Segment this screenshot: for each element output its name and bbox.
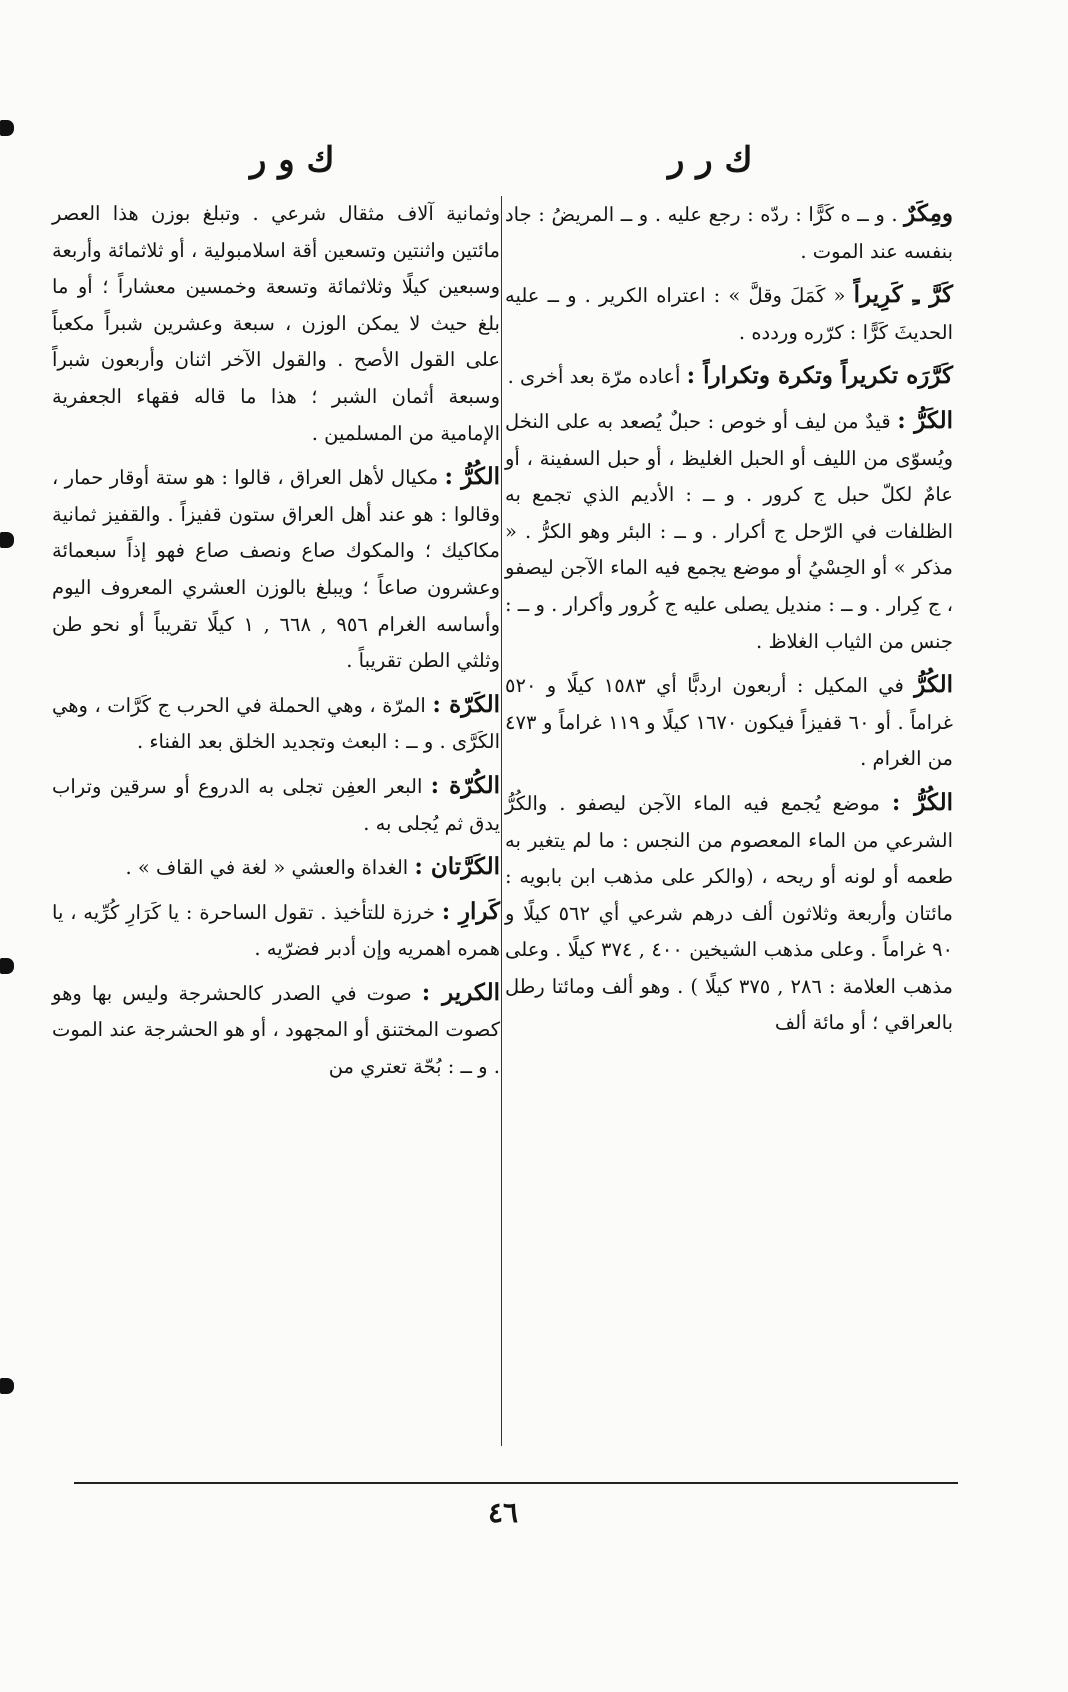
dictionary-entry	[52, 894, 500, 968]
entry-headword: الكُرُّ	[914, 671, 953, 699]
entry-headword: الكُرّة :	[430, 771, 500, 799]
entry-definition: في المكيل : أربعون اردبًّا أي ١٥٨٣ كيلًا و ٥٢٠ غراماً . أو ٦٠ قفيزاً فيكون ١٦٧٠ كيلًا و ١١٩ غراماً و ٤٧٣ من الغرام .	[505, 674, 953, 771]
entry-definition: المرّة ، وهي الحملة في الحرب ج كَرَّات ، وهي الكَرَّى . و ــ : البعث وتجديد الخلق بعد الفناء .	[52, 693, 500, 754]
entry-definition: وثمانية آلاف مثقال شرعي . وتبلغ بوزن هذا العصر مائتين واثنتين وتسعين أقة اسلامبولية ، أو ثلاثمائة وأربعة وسبعين كيلًا وثلاثمائة وتسعة وخمسين معشاراً ؛ أو ما بلغ حيث لا يمكن الوزن ، سبعة وعشرين شبراً مكعباً على القول الأصح . والقول الآخر اثنان وأربعون شبراً وسبعة أثمان الشبر ؛ هذا ما قاله فقهاء الجعفرية الإمامية من المسلمين .	[52, 202, 500, 445]
entry-headword: ومِكَرٌ	[904, 200, 953, 227]
entry-definition: أعاده مرّة بعد أخرى .	[507, 365, 687, 389]
dictionary-entry	[505, 277, 953, 351]
entry-headword: الكرير :	[421, 978, 500, 1006]
dictionary-entry	[52, 849, 500, 887]
dictionary-entry	[52, 196, 500, 452]
dictionary-entry	[505, 196, 953, 270]
entry-definition: خرزة للتأخيذ . تقول الساحرة : يا كَرَارِ كُرِّيه ، يا همره اهمريه وإن أدبر فضرّيه .	[52, 900, 500, 961]
dictionary-entry	[52, 687, 500, 761]
entry-definition: موضع يُجمع فيه الماء الآجن ليصفو . والكُرُّ الشرعي من الماء المعصوم من النجس : ما لم يتغير به طعمه أو لونه أو ريحه ، (والكر على مذهب ابن بابويه : مائتان وأربعة وثلاثون ألف درهم شرعي أي ٥٦٢ كيلًا و ٩٠ غراماً . وعلى مذهب الشيخين ٤٠٠ , ٣٧٤ كيلًا . وعلى مذهب العلامة : ٢٨٦ , ٣٧٥ كيلًا ) . وهو ألف ومائتا رطل بالعراقي ؛ أو مائة ألف	[505, 791, 954, 1035]
entry-headword: الكَرَّتان :	[414, 853, 500, 881]
entry-headword: الكُرُّ :	[444, 463, 500, 491]
entry-definition: البعر العفِن تجلى به الدروع أو سرقين وتراب يدق ثم يُجلى به .	[52, 774, 500, 835]
entry-definition: صوت في الصدر كالحشرجة وليس بها وهو كصوت المختنق أو المجهود ، أو هو الحشرجة عند الموت . و ــ : بُحّة تعتري من	[52, 981, 500, 1079]
running-header-right: ك ر ر	[668, 140, 753, 180]
dictionary-entry	[505, 667, 953, 778]
right-column	[505, 196, 953, 1049]
dictionary-entry	[505, 403, 953, 660]
running-header-left: ك و ر	[250, 140, 335, 180]
dictionary-entry	[52, 459, 500, 680]
entry-headword: الكُرُّ :	[891, 788, 953, 816]
entry-definition: . و ــ ه كَرًّا : ردّه : رجع عليه . و ــ المريضُ : جاد بنفسه عند الموت .	[505, 203, 953, 263]
entry-headword: الكَرُّ :	[897, 406, 953, 434]
entry-definition: « كَمَلَ وقلَّ » : اعتراه الكرير . و ــ عليه الحديثَ كَرًّا : كرّره وردده .	[505, 284, 953, 344]
scan-edge-mark	[0, 532, 14, 548]
entry-definition: الغداة والعشي « لغة في القاف » .	[125, 856, 415, 880]
dictionary-entry	[505, 785, 953, 1042]
scan-edge-mark	[0, 1378, 14, 1394]
dictionary-entry	[52, 975, 500, 1086]
entry-definition: مكيال لأهل العراق ، قالوا : هو ستة أوقار حمار ، وقالوا : هو عند أهل العراق ستون قفيزاً . والقفيز ثمانية مكاكيك ؛ والمكوك صاع ونصف صاع فهو إذاً سبعمائة وعشرون صاعاً ؛ ويبلغ بالوزن العشري المعروف اليوم وأساسه الغرام ٩٥٦ , ٦٦٨ , ١ كيلًا تقريباً أو نحو طن وثلثي الطن تقريباً .	[52, 466, 500, 673]
column-divider	[501, 196, 502, 1446]
dictionary-entry	[505, 358, 953, 396]
left-column	[52, 196, 500, 1093]
scan-edge-mark	[0, 958, 14, 974]
entry-headword: كَرَّرَه تكريراً وتكرة وتكراراً :	[686, 362, 953, 390]
entry-definition: قيدٌ من ليف أو خوص : حبلٌ يُصعد به على النخل ويُسوّى من الليف أو الحبل الغليظ ، أو حبل السفينة ، أو عامٌ لكلّ حبل ج كرور . و ــ : الأديم الذي تجمع به الظلفات في الرّحل ج أكرار . و ــ : البئر وهو الكرُّ . « مذكر » أو الحِسْيُ أو موضع يجمع فيه الماء الآجن ليصفو ، ج كِرار . و ــ : منديل يصلى عليه ج كُرور وأكرار . و ــ : جنس من الثياب الغلاظ .	[505, 409, 953, 653]
entry-headword: كَرَّ ـِ كَرِيراً	[853, 281, 953, 309]
scan-edge-mark	[0, 120, 14, 136]
entry-headword: كَرارِ :	[441, 897, 500, 925]
dictionary-entry	[52, 768, 500, 842]
page-number: ٤٦	[488, 1496, 519, 1529]
entry-headword: الكَرّة :	[432, 690, 500, 718]
footer-rule	[74, 1482, 958, 1484]
